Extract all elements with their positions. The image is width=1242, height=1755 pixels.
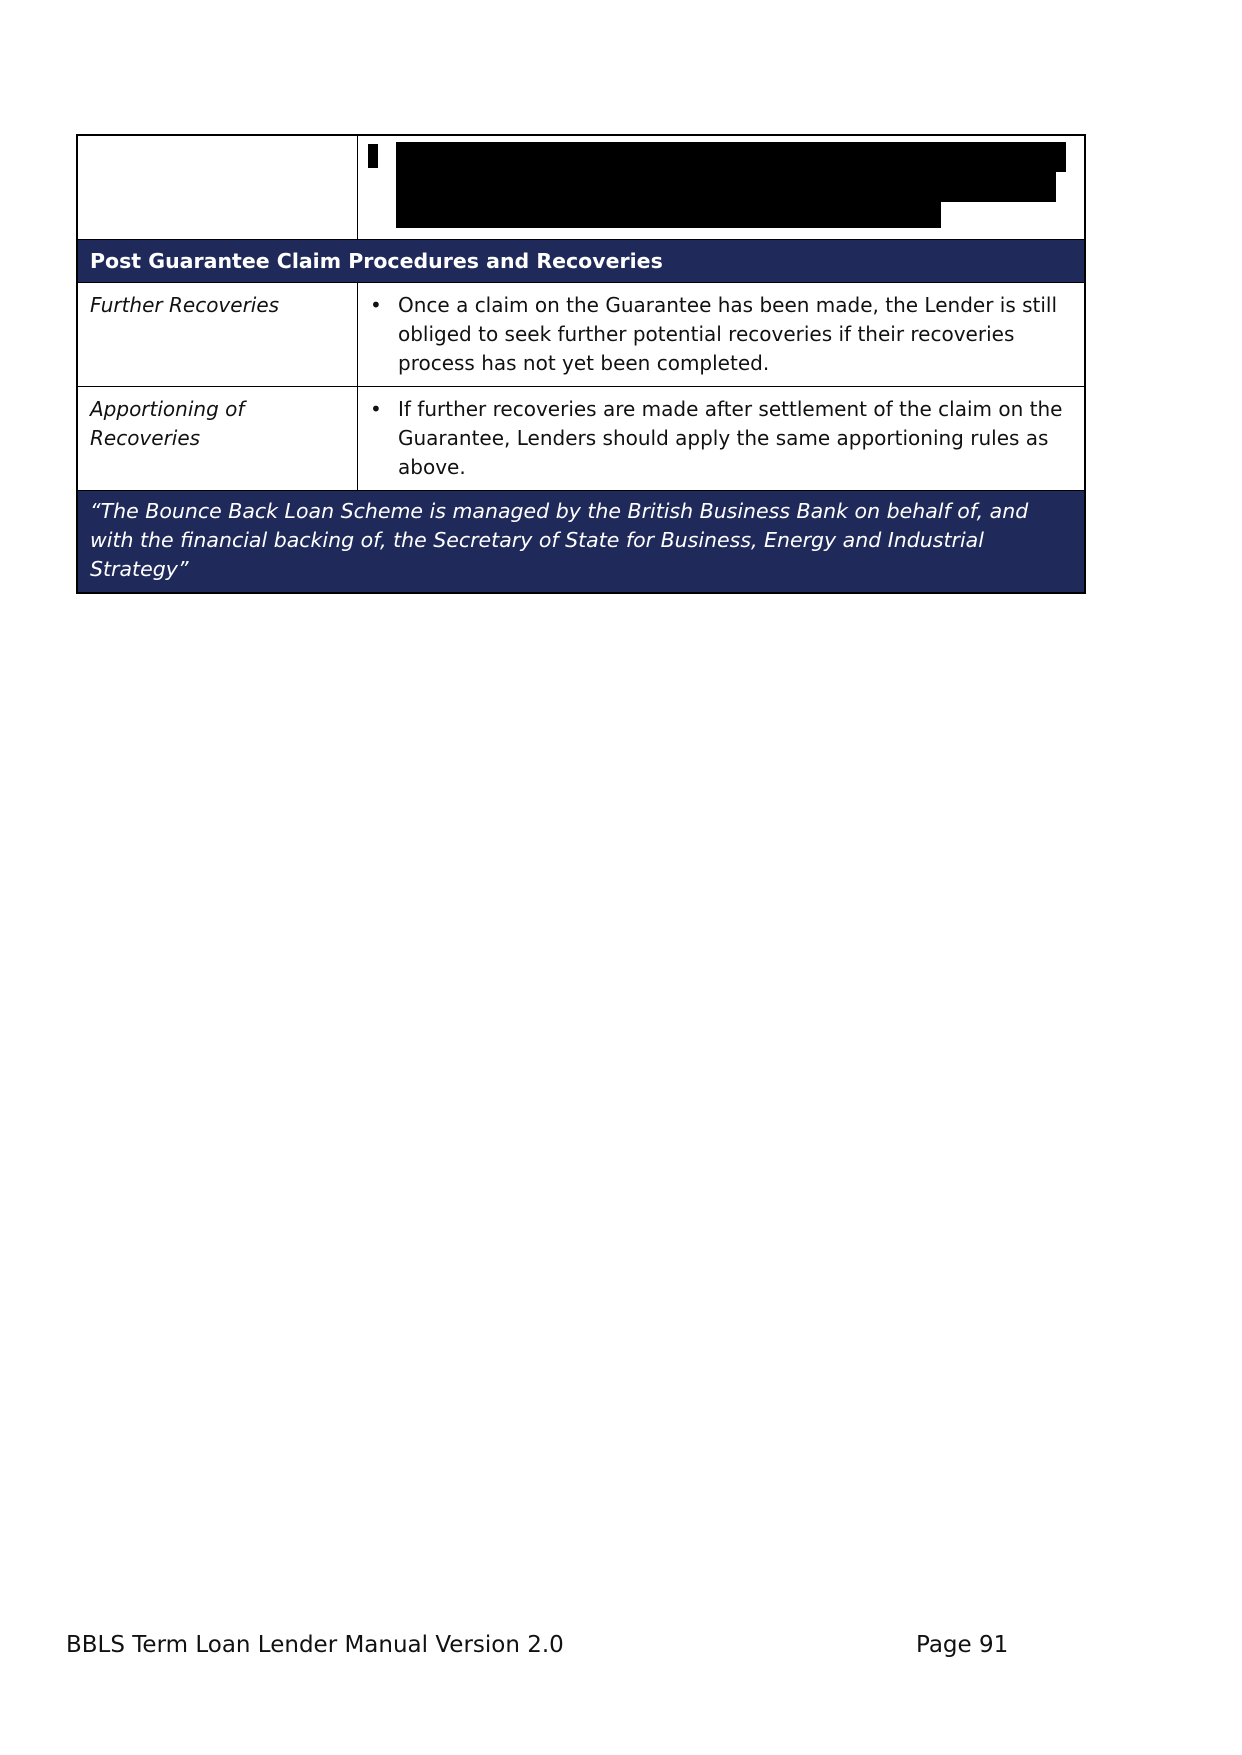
row-label: Further Recoveries (78, 283, 358, 386)
bullet-item (368, 291, 1074, 378)
redaction-block (396, 142, 1066, 172)
redacted-row-label-cell (78, 136, 358, 239)
row-content (358, 283, 1084, 386)
page-number: Page 91 (916, 1632, 1009, 1658)
row-content (358, 387, 1084, 490)
redacted-row (78, 136, 1084, 240)
redaction-block (396, 202, 941, 228)
row-label: Apportioning of Recoveries (78, 387, 358, 490)
manual-table (76, 134, 1086, 594)
scheme-quote: “The Bounce Back Loan Scheme is managed by the British Business Bank on behalf of, and with the financial backing of, the Secretary of State for Business, Energy and Industrial Strategy” (78, 491, 1084, 592)
bullet-icon: • (370, 397, 382, 421)
bullet-text: If further recoveries are made after settlement of the claim on the Guarantee, Lenders should apply the same apportioning rules as above. (398, 397, 1063, 479)
bullet-item (368, 395, 1074, 482)
document-title-footer: BBLS Term Loan Lender Manual Version 2.0 (66, 1632, 564, 1658)
redaction-mark-small (368, 144, 378, 168)
section-header: Post Guarantee Claim Procedures and Recoveries (78, 240, 1084, 283)
table-row (78, 387, 1084, 491)
redaction-block (396, 172, 1056, 202)
redacted-row-content-cell (358, 136, 1084, 239)
bullet-text: Once a claim on the Guarantee has been made, the Lender is still obliged to seek further potential recoveries if their recoveries process has not yet been completed. (398, 293, 1058, 375)
table-row (78, 283, 1084, 387)
bullet-icon: • (370, 293, 382, 317)
